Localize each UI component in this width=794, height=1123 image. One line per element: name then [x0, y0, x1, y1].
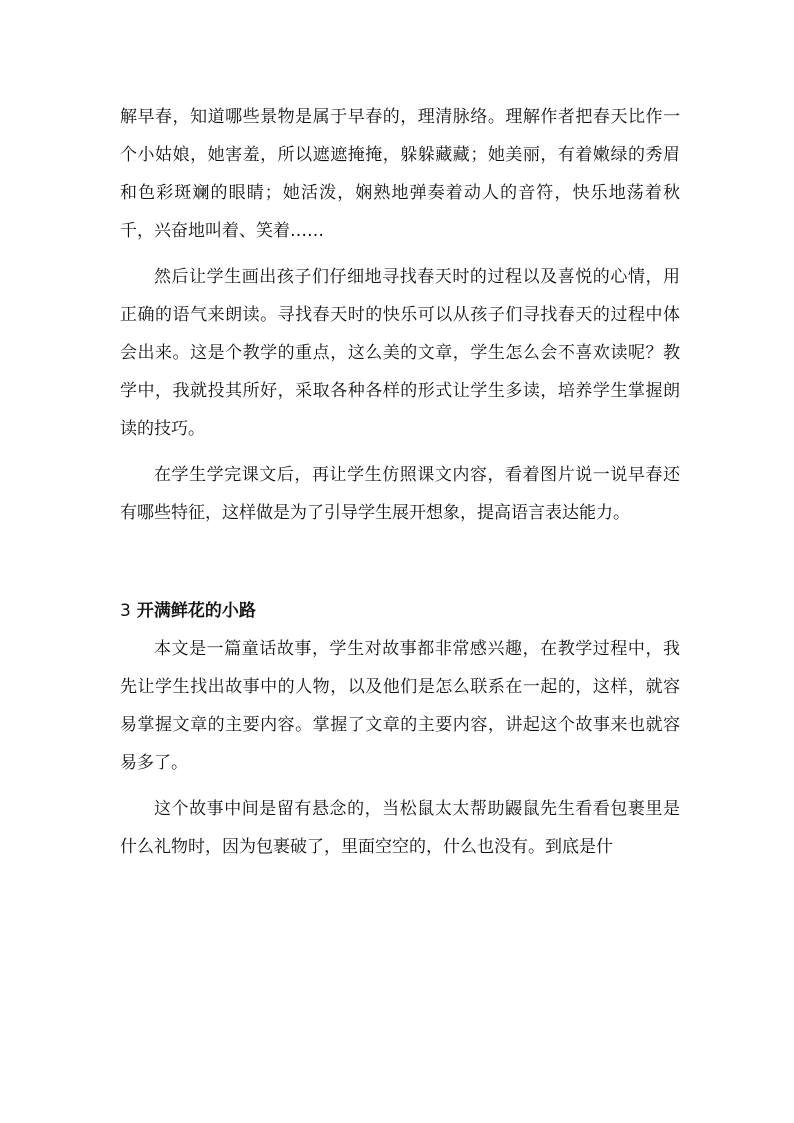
section-number: 3: [120, 601, 131, 621]
paragraph-early-spring-continued: 解早春，知道哪些景物是属于早春的，理清脉络。理解作者把春天比作一个小姑娘，她害羞，所以遮遮掩掩，躲躲藏藏；她美丽，有着嫩绿的秀眉和色彩斑斓的眼睛；她活泼，娴熟地弹奏着动人的音符，快乐地荡着秋千，兴奋地叫着、笑着……: [120, 107, 680, 241]
document-body: [120, 98, 680, 866]
paragraph-fairy-tale-intro: 本文是一篇童话故事，学生对故事都非常感兴趣，在教学过程中，我先让学生找出故事中的人物，以及他们是怎么联系在一起的，这样，就容易掌握文章的主要内容。掌握了文章的主要内容，讲起这个故事来也就容易多了。: [120, 639, 680, 773]
section-title: 开满鲜花的小路: [136, 601, 256, 621]
section-heading: [120, 592, 680, 630]
paragraph-imagination: 在学生学完课文后，再让学生仿照课文内容，看着图片说一说早春还有哪些特征，这样做是为了引导学生展开想象，提高语言表达能力。: [120, 465, 680, 523]
paragraph-suspense: 这个故事中间是留有悬念的，当松鼠太太帮助鼹鼠先生看看包裹里是什么礼物时，因为包裹破了，里面空空的，什么也没有。到底是什: [120, 799, 680, 857]
paragraph-reading-practice: 然后让学生画出孩子们仔细地寻找春天时的过程以及喜悦的心情，用正确的语气来朗读。寻找春天时的快乐可以从孩子们寻找春天的过程中体会出来。这是个教学的重点，这么美的文章，学生怎么会不喜欢读呢？教学中，我就投其所好，采取各种各样的形式让学生多读，培养学生掌握朗读的技巧。: [120, 267, 680, 439]
